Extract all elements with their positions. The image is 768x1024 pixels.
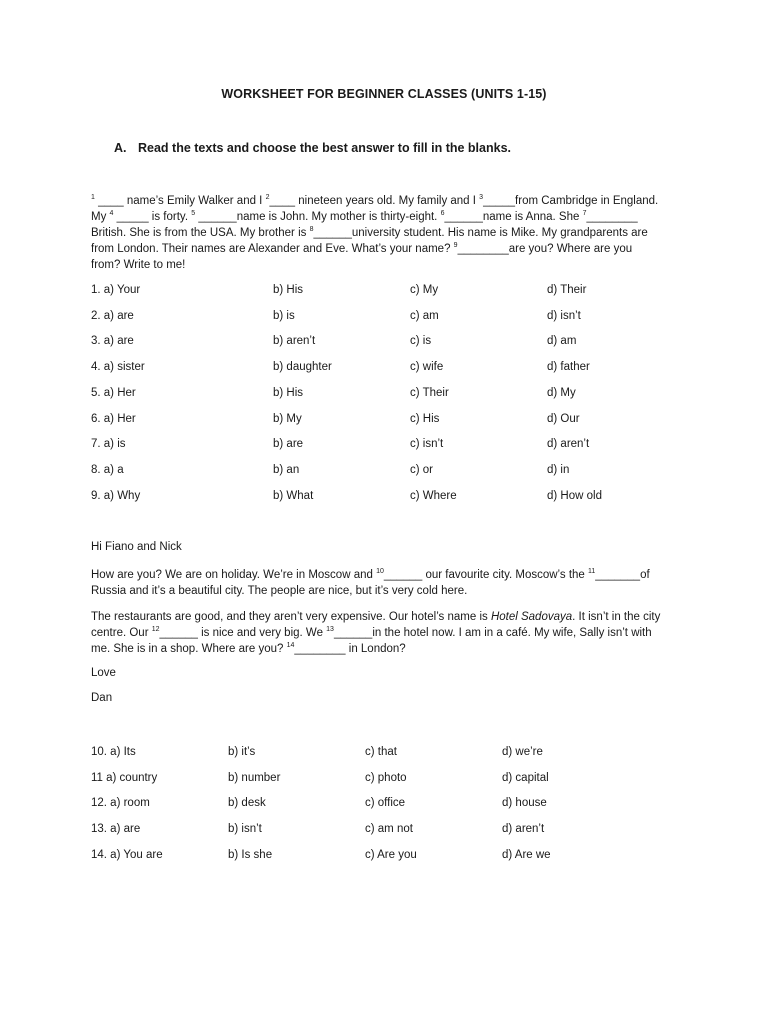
question-option-a: 4. a) sister — [91, 361, 145, 374]
question-option-a: 8. a) a — [91, 463, 124, 476]
question-option-a: 6. a) Her — [91, 412, 136, 425]
question-option-c: c) photo — [365, 771, 407, 784]
letter-closing: Love — [91, 667, 116, 679]
question-option-a: 14. a) You are — [91, 848, 163, 861]
question-option-a: 11 a) country — [91, 771, 158, 784]
question-option-d: d) capital — [502, 771, 549, 784]
question-option-a: 9. a) Why — [91, 489, 141, 502]
question-option-a: 3. a) are — [91, 335, 134, 348]
text1-line-1: $^1$ ____ name’s Emily Walker and I $^2$____ nineteen years old. My family and I $^3$_____from Cambridge in England. — [91, 194, 659, 207]
text1-line-2: My $^4$ _____ is forty. $^5$ ______name is John. My mother is thirty-eight. $^6$______name is Anna. She $^7$________ — [91, 210, 638, 223]
question-option-b: b) it’s — [228, 746, 256, 758]
letter-paragraph-1: How are you? We are on holiday. We’re in Moscow and $^{10}$______ our favourite city. Moscow’s the $^{11}$_______of Russia and it’s a beautiful city. The people are nice, but it’s very cold here. — [91, 568, 650, 597]
text1-line-4: from London. Their names are Alexander and Eve. What’s your name? $^9$________are you? Where are you — [91, 242, 633, 255]
question-option-c: c) office — [365, 797, 406, 810]
question-option-a: 12. a) room — [91, 797, 150, 810]
question-option-a: 1. a) Your — [91, 284, 141, 296]
question-option-a: 13. a) are — [91, 823, 141, 836]
reading-text-1 — [91, 193, 681, 273]
question-option-d: d) we’re — [502, 746, 543, 758]
question-option-b: b) My — [273, 412, 302, 425]
question-option-d: d) How old — [547, 489, 602, 502]
question-option-b: b) an — [273, 463, 300, 476]
question-option-b: b) number — [228, 771, 281, 784]
question-option-d: d) My — [547, 386, 576, 399]
question-option-d: d) isn’t — [547, 309, 581, 322]
question-option-b: b) are — [273, 438, 304, 451]
question-option-d: d) Are we — [502, 848, 551, 861]
question-option-a: 10. a) Its — [91, 746, 136, 758]
question-option-c: c) wife — [410, 361, 444, 374]
question-option-b: b) daughter — [273, 361, 332, 374]
question-option-c: c) My — [410, 284, 439, 296]
hotel-name: Hotel Sadovaya — [490, 611, 573, 623]
question-option-c: c) Are you — [365, 848, 417, 861]
question-option-c: c) His — [410, 412, 440, 425]
question-option-d: d) aren’t — [547, 438, 590, 451]
section-instructions: Read the texts and choose the best answer to fill in the blanks. — [138, 141, 511, 155]
section-letter: A. — [114, 141, 127, 155]
section-heading — [114, 141, 511, 155]
text1-line-5: from? Write to me! — [91, 259, 186, 271]
question-option-b: b) desk — [228, 797, 266, 810]
letter-greeting: Hi Fiano and Nick — [91, 541, 182, 553]
question-option-b: b) aren’t — [273, 335, 316, 348]
question-option-b: b) His — [273, 284, 304, 296]
worksheet-title: WORKSHEET FOR BEGINNER CLASSES (UNITS 1-15) — [221, 87, 547, 101]
letter-paragraph-2: The restaurants are good, and they aren’t very expensive. Our hotel’s name is Hotel Sadovaya. It isn’t in the city centre. Our $^{12}$______ is nice and very big. We $^{13}$______in the hotel now. I am in a café. My wife, Sally isn’t with me. She is in a shop. Where are you? $^{14}$________ in London? — [91, 611, 661, 655]
question-option-d: d) Our — [547, 412, 580, 425]
letter-signature: Dan — [91, 692, 113, 704]
question-option-d: d) Their — [547, 284, 587, 296]
question-option-a: 5. a) Her — [91, 386, 136, 399]
question-option-a: 2. a) are — [91, 309, 134, 322]
question-option-d: d) am — [547, 335, 577, 348]
question-option-d: d) in — [547, 463, 570, 476]
question-option-b: b) What — [273, 489, 314, 502]
question-option-c: c) am — [410, 309, 439, 322]
question-option-c: c) isn’t — [410, 438, 444, 451]
question-option-c: c) Their — [410, 386, 449, 399]
question-option-c: c) that — [365, 746, 397, 758]
question-option-c: c) Where — [410, 489, 457, 502]
question-option-c: c) or — [410, 463, 433, 476]
text1-line-3: British. She is from the USA. My brother is $^8$______university student. His name is Mike. My grandparents are — [91, 226, 648, 239]
question-option-d: d) father — [547, 361, 590, 374]
question-option-c: c) is — [410, 335, 432, 348]
question-option-b: b) His — [273, 386, 304, 399]
question-option-b: b) is — [273, 309, 295, 322]
question-option-b: b) Is she — [228, 848, 273, 861]
question-option-c: c) am not — [365, 823, 413, 836]
question-option-a: 7. a) is — [91, 438, 126, 451]
question-option-b: b) isn’t — [228, 823, 262, 836]
question-option-d: d) house — [502, 797, 547, 810]
question-option-d: d) aren’t — [502, 823, 545, 836]
